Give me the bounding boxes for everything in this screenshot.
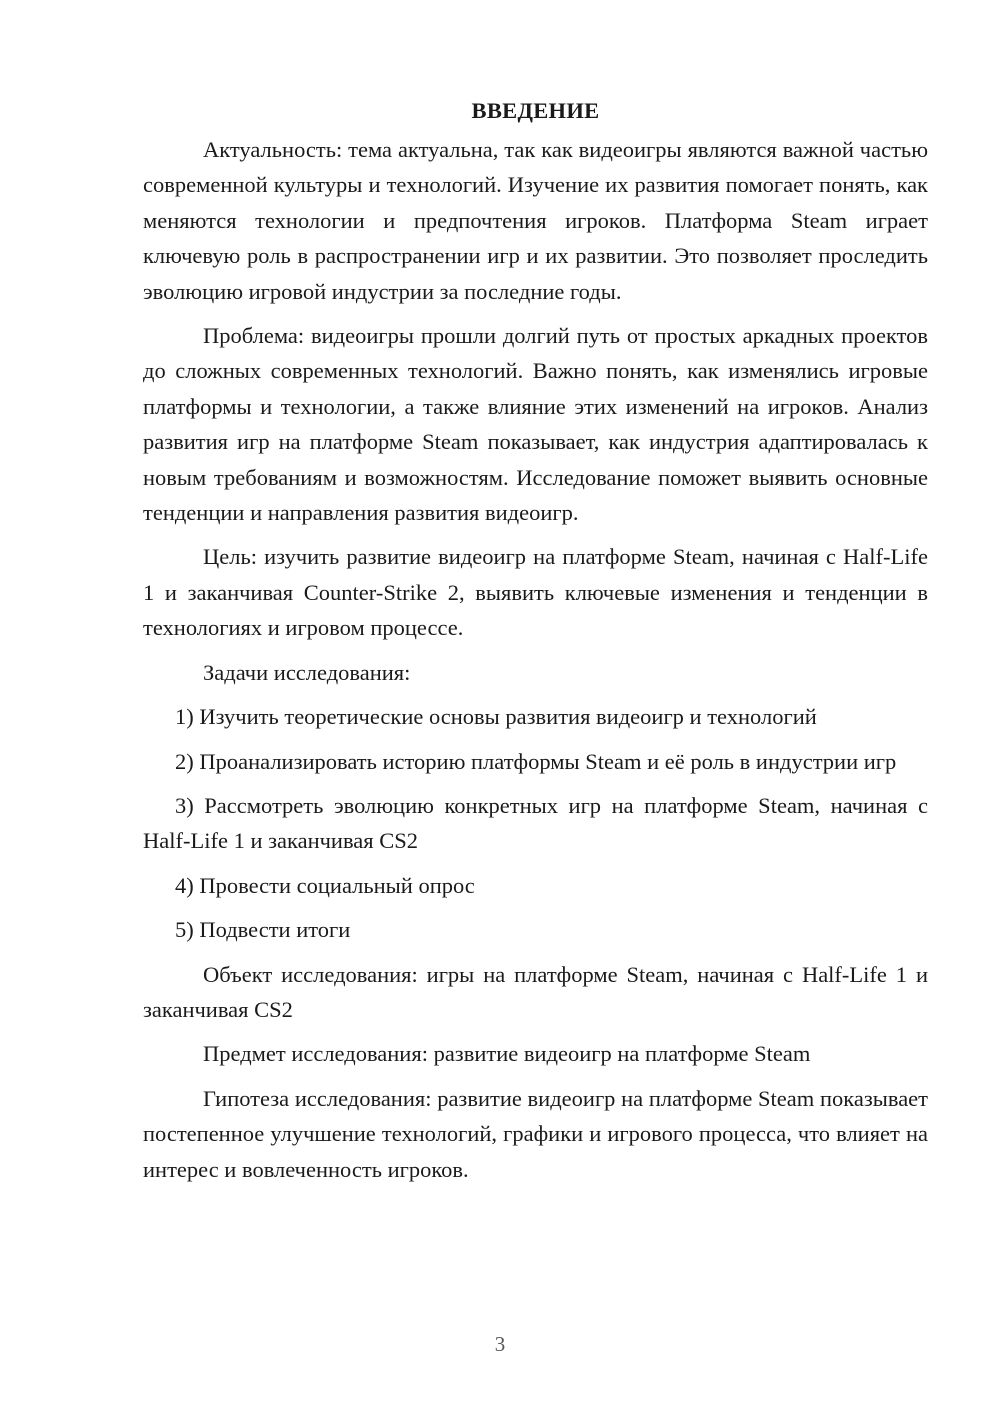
task-item-1: 1) Изучить теоретические основы развития видеоигр и технологий bbox=[175, 704, 817, 730]
task-item-2: 2) Проанализировать историю платформы Steam и её роль в индустрии игр bbox=[175, 748, 897, 774]
task-item-3: 3) Рассмотреть эволюцию конкретных игр на платформе Steam, начиная с Half-Life 1 и заканчивая CS2 bbox=[143, 792, 928, 854]
relevance-paragraph: Актуальность: тема актуальна, так как видеоигры являются важной частью современной культуры и технологий. Изучение их развития помогает понять, как меняются технологии и предпочтения игроков. Платформа Steam играет ключевую роль в распространении игр и их развитии. Это позволяет проследить эволюцию игровой индустрии за последние годы. bbox=[143, 137, 928, 304]
page-content bbox=[143, 96, 928, 1196]
tasks-heading: Задачи исследования: bbox=[203, 659, 411, 685]
hypothesis-paragraph: Гипотеза исследования: развитие видеоигр на платформе Steam показывает постепенное улучшение технологий, графики и игрового процесса, что влияет на интерес и вовлеченность игроков. bbox=[143, 1085, 928, 1182]
research-object-paragraph: Объект исследования: игры на платформе Steam, начиная с Half-Life 1 и заканчивая CS2 bbox=[143, 961, 928, 1022]
task-item-5: 5) Подвести итоги bbox=[175, 917, 351, 943]
section-heading: ВВЕДЕНИЕ bbox=[471, 98, 600, 123]
research-subject-paragraph: Предмет исследования: развитие видеоигр на платформе Steam bbox=[203, 1041, 811, 1067]
problem-paragraph: Проблема: видеоигры прошли долгий путь от простых аркадных проектов до сложных современных технологий. Важно понять, как изменялись игровые платформы и технологии, а также влияние этих изменений на игроков. Анализ развития игр на платформе Steam показывает, как индустрия адаптировалась к новым требованиям и возможностям. Исследование поможет выявить основные тенденции и направления развития видеоигр. bbox=[143, 323, 928, 526]
page-number: 3 bbox=[494, 1332, 506, 1356]
task-item-4: 4) Провести социальный опрос bbox=[175, 872, 475, 898]
goal-paragraph: Цель: изучить развитие видеоигр на платформе Steam, начиная с Half-Life 1 и заканчивая Counter-Strike 2, выявить ключевые изменения и тенденции в технологиях и игровом процессе. bbox=[143, 544, 928, 641]
